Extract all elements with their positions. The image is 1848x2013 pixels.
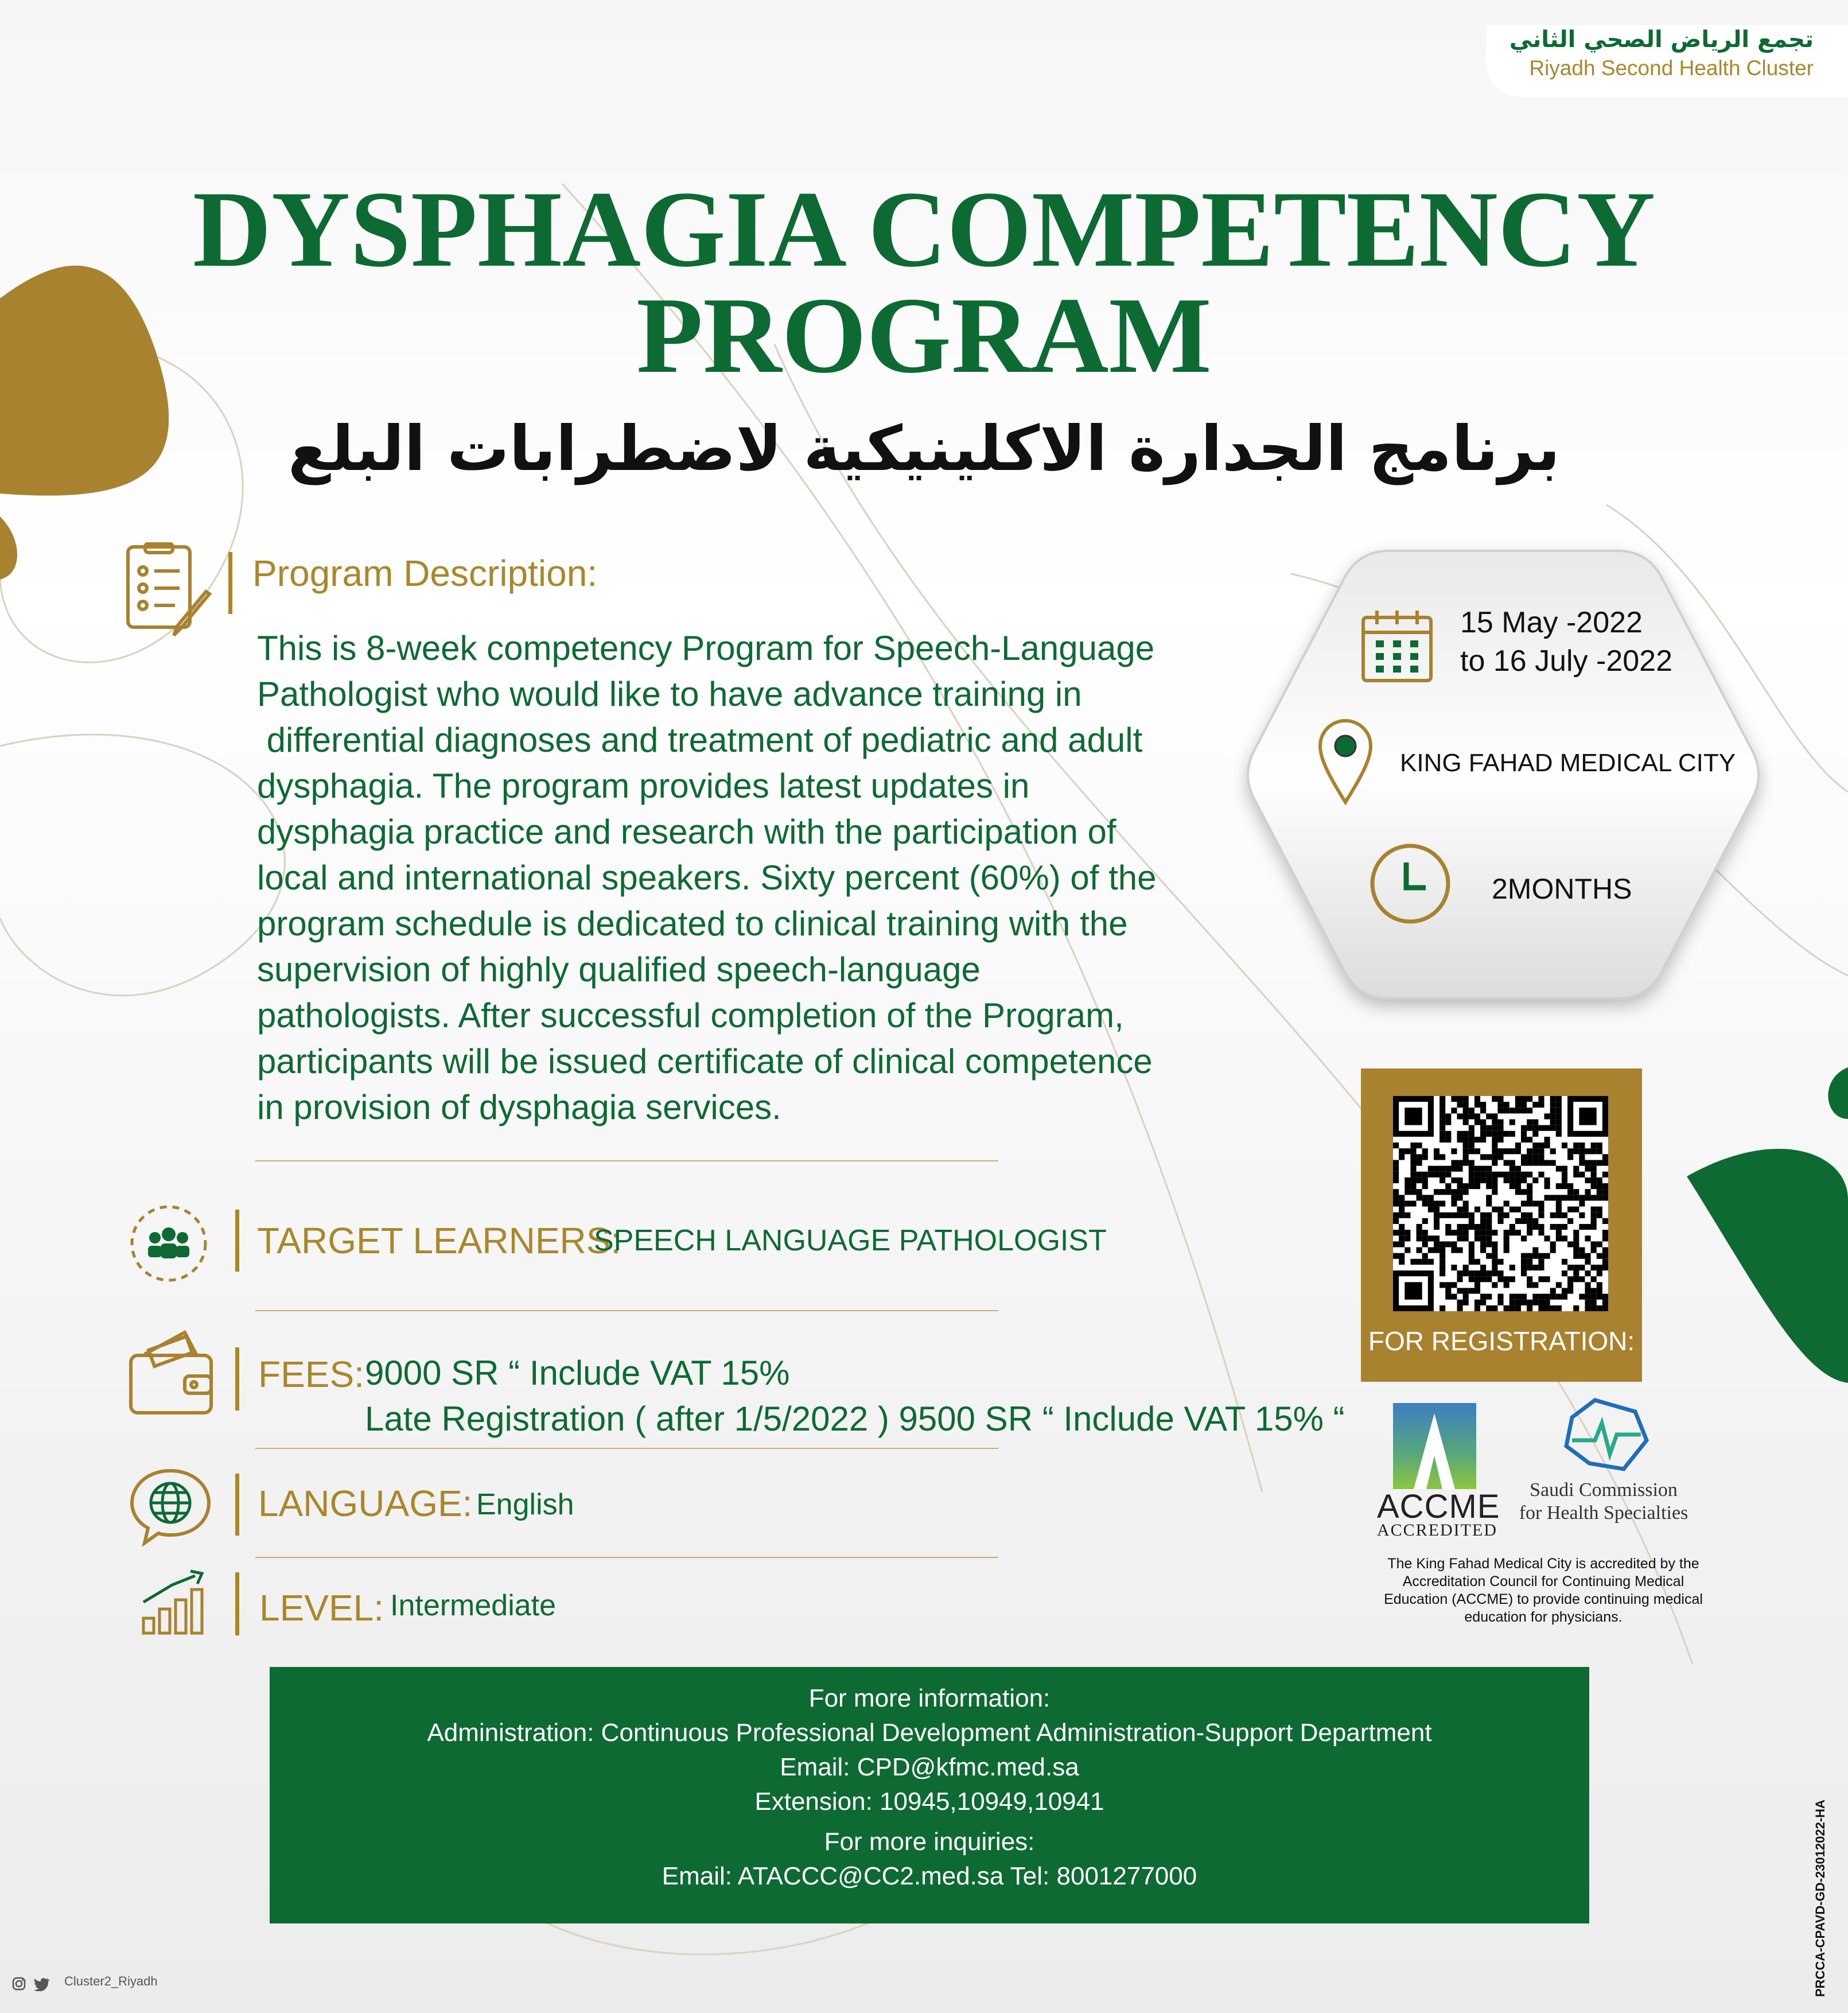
scfhs-name-line1: Saudi Commission xyxy=(1530,1479,1678,1501)
target-divider-bar xyxy=(235,1210,239,1272)
fees-divider-bar xyxy=(235,1347,239,1410)
description-line: local and international speakers. Sixty percent (60%) of the xyxy=(257,858,1157,897)
document-code-text: PRCCA-CPAVD-GD-23012022-HA xyxy=(1813,1800,1827,1997)
language-value: English xyxy=(476,1488,574,1521)
language-label: LANGUAGE: xyxy=(258,1483,473,1524)
accme-subtitle: ACCREDITED xyxy=(1377,1521,1497,1540)
level-value: Intermediate xyxy=(390,1589,557,1622)
group-icon xyxy=(127,1202,211,1285)
inquiries-heading: For more inquiries: xyxy=(824,1828,1035,1856)
instagram-icon[interactable] xyxy=(11,1976,26,1991)
description-line: in provision of dysphagia services. xyxy=(257,1088,781,1126)
level-divider-bar xyxy=(235,1572,239,1635)
page-title-arabic: برنامج الجدارة الاكلينيكية لاضطرابات البلع xyxy=(287,413,1560,485)
section-divider xyxy=(255,1310,998,1311)
description-divider-bar xyxy=(228,552,232,614)
section-divider xyxy=(255,1557,998,1558)
start-date: 15 May -2022 xyxy=(1460,606,1643,639)
contact-email: Email: CPD@kfmc.med.sa xyxy=(780,1753,1079,1781)
calendar-icon xyxy=(1359,607,1436,685)
description-line: dysphagia practice and research with the participation of xyxy=(257,813,1116,851)
accme-title: ACCME xyxy=(1377,1488,1500,1525)
description-line: differential diagnoses and treatment of pediatric and adult xyxy=(257,721,1143,759)
section-divider xyxy=(255,1160,998,1161)
twitter-icon[interactable] xyxy=(33,1977,50,1991)
scfhs-logo xyxy=(1561,1394,1652,1475)
page-title-line2: PROGRAM xyxy=(636,275,1212,396)
contact-extension: Extension: 10945,10949,10941 xyxy=(754,1787,1104,1816)
wallet-icon xyxy=(127,1326,216,1417)
target-learners-label: TARGET LEARNERS: xyxy=(257,1220,621,1261)
document-code xyxy=(1802,1767,1827,1997)
section-divider xyxy=(255,1448,998,1449)
cluster-name-english: Riyadh Second Health Cluster xyxy=(1529,56,1814,80)
inquiries-contact: Email: ATACCC@CC2.med.sa Tel: 8001277000 xyxy=(662,1862,1197,1890)
contact-box xyxy=(270,1667,1589,1923)
fees-late: Late Registration ( after 1/5/2022 ) 9500 SR “ Include VAT 15% “ xyxy=(365,1400,1345,1438)
contact-administration: Administration: Continuous Professional Development Administration-Support Department xyxy=(427,1719,1432,1747)
program-description xyxy=(257,625,1215,1130)
scfhs-name-line2: for Health Specialties xyxy=(1519,1502,1689,1524)
registration-qr-code[interactable] xyxy=(1393,1096,1608,1311)
fees-label: FEES: xyxy=(258,1354,364,1395)
description-line: This is 8-week competency Program for Speech-Language xyxy=(257,629,1155,667)
description-line: participants will be issued certificate of clinical competence xyxy=(257,1042,1153,1081)
location-pin-icon xyxy=(1317,717,1374,806)
target-learners-value: SPEECH LANGUAGE PATHOLOGIST xyxy=(594,1224,1107,1257)
level-label: LEVEL: xyxy=(259,1587,384,1629)
contact-heading: For more information: xyxy=(808,1684,1051,1712)
cluster-name-arabic: تجمع الرياض الصحي الثاني xyxy=(1509,26,1814,53)
duration: 2MONTHS xyxy=(1492,873,1632,905)
registration-label: FOR REGISTRATION: xyxy=(1368,1326,1635,1356)
end-date: to 16 July -2022 xyxy=(1460,644,1673,678)
checklist-icon xyxy=(123,542,215,640)
language-divider-bar xyxy=(235,1474,239,1536)
growth-chart-icon xyxy=(138,1567,212,1635)
accreditation-note: The King Fahad Medical City is accredited by the Accreditation Council for Continuing Medical Education (ACCME) to provide continuing medical education for physicians. xyxy=(1384,1556,1703,1625)
social-handle: Cluster2_Riyadh xyxy=(64,1974,158,1988)
description-line: pathologists. After successful completion of the Program, xyxy=(257,996,1124,1035)
clock-icon xyxy=(1367,841,1453,927)
page-title-line1: DYSPHAGIA COMPETENCY xyxy=(192,169,1656,290)
location-name: KING FAHAD MEDICAL CITY xyxy=(1400,749,1736,777)
fees-regular: 9000 SR “ Include VAT 15% xyxy=(365,1354,790,1392)
description-line: program schedule is dedicated to clinical training with the xyxy=(257,904,1128,943)
globe-chat-icon xyxy=(127,1466,213,1546)
description-heading: Program Description: xyxy=(252,553,598,594)
description-line: Pathologist who would like to have advance training in xyxy=(257,675,1082,713)
description-line: supervision of highly qualified speech-language xyxy=(257,950,981,989)
description-line: dysphagia. The program provides latest updates in xyxy=(257,767,1030,805)
accme-logo xyxy=(1393,1403,1476,1489)
